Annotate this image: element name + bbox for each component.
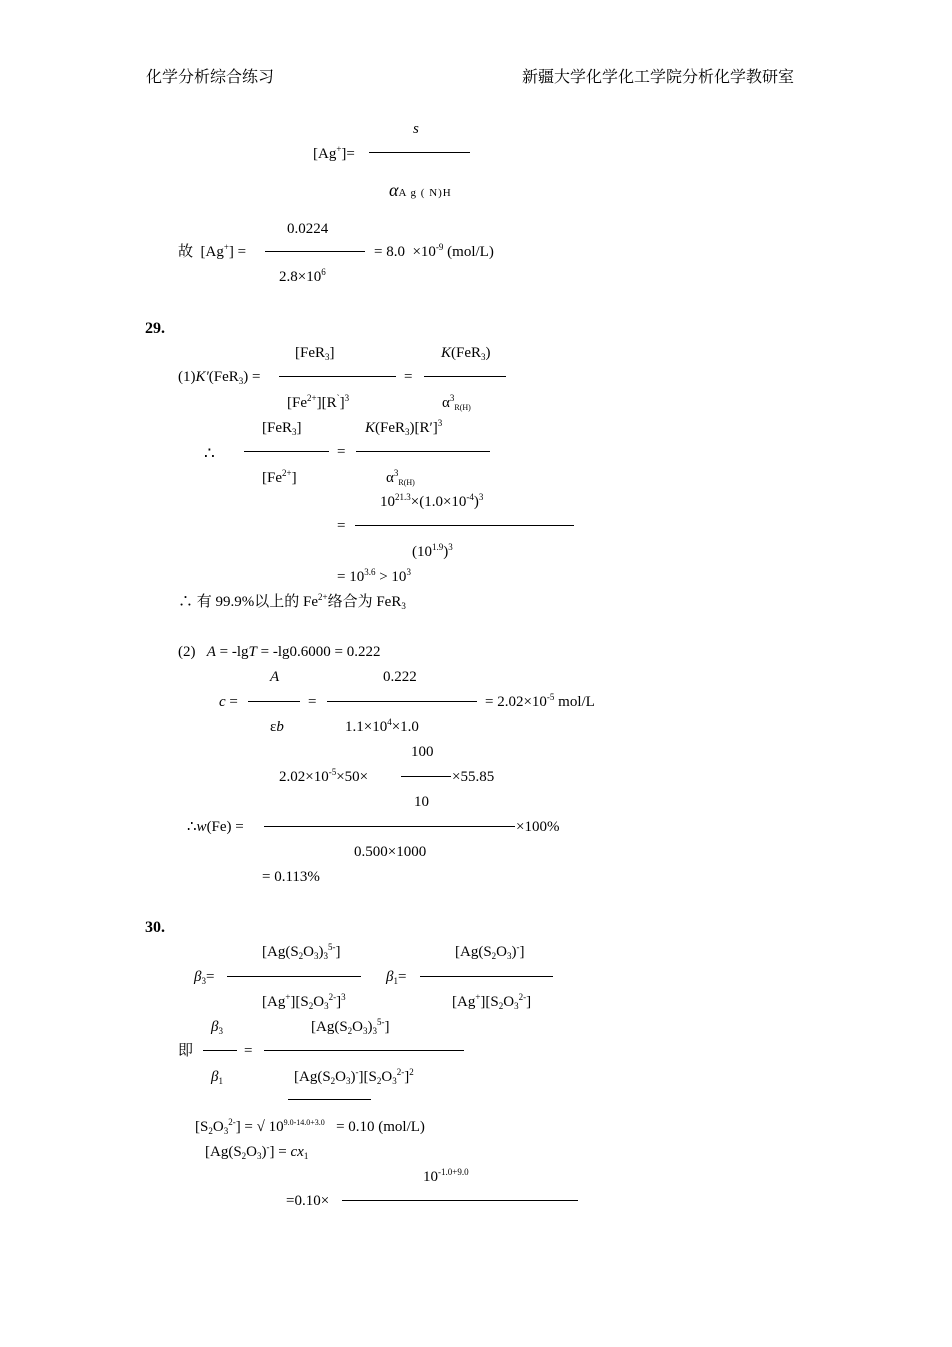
fraction-bar (355, 525, 574, 526)
fraction-bar (264, 826, 515, 827)
q30-r-eq: = (244, 1043, 253, 1059)
q29-f5-den: $(10^{1.9})^3$ (412, 542, 453, 560)
q29-w-den: 0.500×1000 (354, 844, 427, 860)
fraction-bar (203, 1050, 237, 1051)
q29-f3-num: [FeR$_3$] (262, 420, 302, 437)
fraction-bar (342, 1200, 578, 1201)
fraction-bar (264, 1050, 464, 1051)
q29-c-eq: = (308, 694, 317, 710)
q29-f4-num: $K(FeR_3)[R']^3$ (365, 418, 443, 437)
q28-denom-alpha-sub: A g ( N)H (398, 187, 452, 199)
q29-w-num-pre: $2.02\times 10^{-5}\times 50\times$ (279, 767, 369, 785)
q30-b3-lhs: $\beta_3=$ (194, 969, 215, 986)
q29-p1-lhs: (1)K′(FeR$_3$) = (178, 369, 261, 386)
q30-b1-lhs: $\beta_1=$ (386, 969, 407, 986)
q28-numer2: 0.0224 (287, 221, 329, 237)
q29-therefore1: ∴ (204, 444, 215, 463)
fraction-bar (356, 451, 490, 452)
q30-ji: 即 (178, 1043, 194, 1059)
header-left: 化学分析综合练习 (146, 69, 275, 86)
q28-denom2: $2.8\times 10^6$ (279, 267, 326, 285)
radical-overline (288, 1099, 371, 1100)
q30-s2o3-line: $[S_2O_3^{2-}]$ = √ $10^{9.0-14.0+3.0}$ = 0.10 (mol/L) (195, 1117, 425, 1136)
fraction-bar (279, 376, 396, 377)
header-right: 新疆大学化学化工学院分析化学教研室 (522, 69, 795, 86)
q29-f1-den: $[Fe^{2+}][R^`]^3$ (287, 393, 350, 411)
q30-r2-num: $[Ag(S_2O_3)_3^{5-}]$ (311, 1017, 390, 1036)
q29-c-lhs: c = (219, 694, 238, 710)
q29-c-result: = $2.02\times 10^{-5}$ mol/L (485, 692, 595, 710)
q29-result1: = $10^{3.6} > 10^3$ (337, 567, 411, 585)
q30-r2-den: $[Ag(S_2O_3)^-][S_2O_3^{2-}]^2$ (294, 1067, 414, 1086)
q29-f1-num: [FeR$_3$] (295, 345, 335, 362)
q29-f5-num: $10^{21.3}\times(1.0\times 10^{-4})^3$ (380, 492, 484, 510)
q29-w-lhs: ∴w(Fe) = (187, 819, 244, 835)
q29-conclusion: ∴ 有 99.9%以上的 $Fe^{2+}$络合为 FeR$_3$ (178, 592, 406, 611)
q29-eq2: = (337, 444, 346, 460)
q29-eq3: = (337, 518, 346, 534)
q28-result: = $8.0 \times 10^{-9}$ (mol/L) (374, 242, 494, 260)
q28-numer-s: s (413, 121, 419, 137)
fraction-bar (227, 976, 361, 977)
fraction-bar (401, 776, 451, 777)
q28-denom-alpha: αA g ( N)H (389, 180, 452, 200)
q30-r-num: $\beta_3$ (211, 1019, 223, 1036)
q28-lhs-ag: [Ag+]= (313, 144, 355, 162)
q30-b3-den: $[Ag^+][S_2O_3^{2-}]^3$ (262, 992, 346, 1011)
q29-f4-den: $\alpha^3_{R(H)}$ (386, 468, 415, 487)
q30-number: 30. (145, 919, 165, 936)
q30-r-den: $\beta_1$ (211, 1069, 223, 1086)
fraction-bar (244, 451, 329, 452)
q30-b1-num: $[Ag(S_2O_3)^-]$ (455, 942, 525, 961)
q29-eq1: = (404, 369, 413, 385)
fraction-bar (327, 701, 477, 702)
q30-last-num: $10^{-1.0+9.0}$ (423, 1167, 469, 1185)
q30-last-lhs: =0.10× (286, 1193, 330, 1209)
fraction-bar (424, 376, 506, 377)
q29-w-num-bot: 10 (414, 794, 429, 810)
q29-p2-line: (2) A = -lgT = -lg0.6000 = 0.222 (178, 644, 381, 660)
q29-w-num-post: ×55.85 (452, 769, 495, 785)
q29-f2-den: $\alpha^3_{R(H)}$ (442, 393, 471, 412)
q29-c-f2-den: $1.1\times 10^4\times 1.0$ (345, 717, 419, 735)
q30-ag-line: $[Ag(S_2O_3)^-] = cx_1$ (205, 1142, 309, 1161)
fraction-bar (265, 251, 365, 252)
fraction-bar (248, 701, 300, 702)
q29-w-result: = 0.113% (262, 869, 320, 885)
q29-c-f1-num: A (270, 669, 280, 685)
fraction-bar (369, 152, 470, 153)
fraction-bar (420, 976, 553, 977)
q29-f3-den: $[Fe^{2+}]$ (262, 468, 297, 486)
q28-gu: 故 [Ag+] = (178, 242, 247, 260)
q29-f2-num: K(FeR$_3$) (441, 345, 491, 362)
q30-b1-den: $[Ag^+][S_2O_3^{2-}]$ (452, 992, 532, 1011)
q29-w-num-top: 100 (411, 744, 434, 760)
q29-w-times: ×100% (516, 819, 560, 835)
q30-b3-num: $[Ag(S_2O_3)_3^{5-}]$ (262, 942, 341, 961)
q29-number: 29. (145, 320, 165, 337)
q29-c-f2-num: 0.222 (383, 669, 417, 685)
q29-c-f1-den: εb (270, 719, 284, 735)
